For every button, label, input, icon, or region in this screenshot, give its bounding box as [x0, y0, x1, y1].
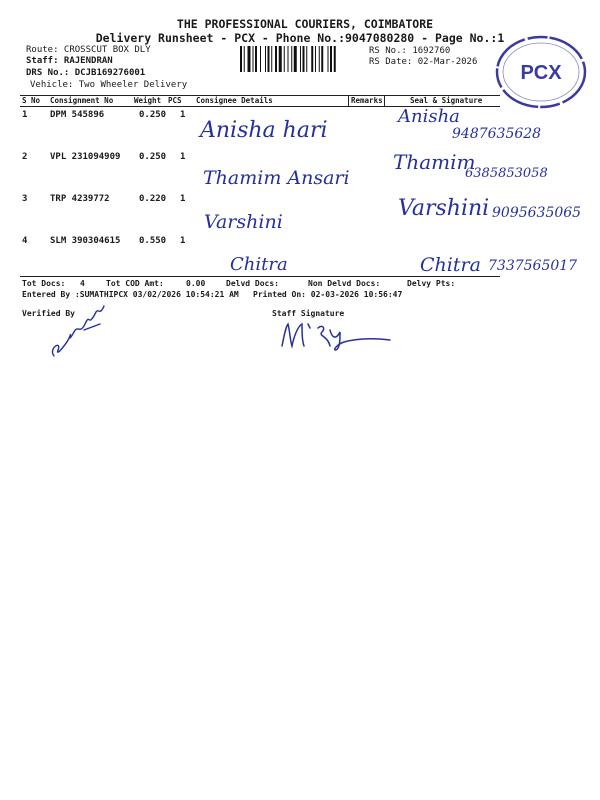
entered-by: Entered By :SUMATHIPCX 03/02/2026 10:54:21 AM	[22, 290, 239, 299]
handwritten-seal-name: Chitra	[420, 254, 481, 276]
handwritten-consignee-name: Varshini	[204, 211, 283, 233]
company-title: THE PROFESSIONAL COURIERS, COIMBATORE	[176, 17, 434, 31]
tot-cod-value: 0.00	[186, 279, 206, 288]
verified-by-label: Verified By	[22, 309, 75, 318]
handwritten-consignee-name: Anisha hari	[200, 118, 328, 143]
tot-docs-value: 4	[80, 279, 85, 288]
vehicle-label: Vehicle: Two Wheeler Delivery	[30, 80, 188, 90]
row-weight: 0.220	[139, 194, 167, 204]
col-header-seal: Seal & Signature	[410, 96, 483, 105]
staff-signature	[278, 318, 398, 352]
row-pcs: 1	[180, 110, 186, 120]
pcx-stamp-seal	[494, 34, 588, 110]
handwritten-consignee-name: Chitra	[230, 254, 288, 275]
handwritten-seal-name: Anisha	[398, 106, 460, 127]
row-consignment-no: DPM 545896	[50, 110, 105, 120]
handwritten-consignee-name: Thamim Ansari	[203, 167, 350, 189]
col-header-pcs: PCS	[168, 96, 182, 105]
handwritten-seal-phone: 7337565017	[488, 258, 578, 274]
staff-label: Staff: RAJENDRAN	[26, 56, 113, 66]
tot-cod-label: Tot COD Amt:	[106, 279, 164, 288]
handwritten-seal-name: Varshini	[398, 196, 490, 221]
row-consignment-no: TRP 4239772	[50, 194, 110, 204]
rs-date: RS Date: 02-Mar-2026	[369, 57, 478, 67]
row-consignment-no: SLM 390304615	[50, 236, 121, 246]
remarks-column-divider	[348, 96, 349, 106]
col-header-consignee: Consignee Details	[196, 96, 273, 105]
handwritten-seal-phone: 6385853058	[465, 166, 548, 181]
handwritten-seal-phone: 9095635065	[492, 205, 582, 221]
stamp-text: PCX	[520, 62, 562, 84]
row-sno: 2	[22, 152, 28, 162]
delvd-docs-label: Delvd Docs:	[226, 279, 279, 288]
row-pcs: 1	[180, 152, 186, 162]
seal-column-divider	[384, 96, 385, 106]
col-header-sno: S No	[22, 96, 41, 105]
row-sno: 3	[22, 194, 28, 204]
runsheet-subtitle: Delivery Runsheet - PCX - Phone No.:9047080280 - Page No.:1	[95, 31, 505, 45]
staff-signature-label: Staff Signature	[272, 309, 345, 318]
row-sno: 1	[22, 110, 28, 120]
barcode-image	[240, 46, 364, 72]
handwritten-seal-name: Thamim	[393, 150, 476, 174]
route-label: Route: CROSSCUT BOX DLY	[26, 45, 151, 55]
row-consignment-no: VPL 231094909	[50, 152, 121, 162]
verified-by-signature	[40, 302, 120, 362]
row-pcs: 1	[180, 194, 186, 204]
row-weight: 0.250	[139, 152, 167, 162]
col-header-remarks: Remarks	[351, 96, 383, 105]
col-header-weight: Weight	[134, 96, 162, 105]
row-weight: 0.550	[139, 236, 167, 246]
row-weight: 0.250	[139, 110, 167, 120]
row-pcs: 1	[180, 236, 186, 246]
row-sno: 4	[22, 236, 28, 246]
col-header-consignment: Consignment No	[50, 96, 114, 105]
delvy-pts-label: Delvy Pts:	[407, 279, 456, 288]
rs-number: RS No.: 1692760	[369, 46, 451, 56]
handwritten-seal-phone: 9487635628	[452, 126, 542, 142]
non-delvd-docs-label: Non Delvd Docs:	[308, 279, 381, 288]
tot-docs-label: Tot Docs:	[22, 279, 66, 288]
printed-on: Printed On: 02-03-2026 10:56:47	[253, 290, 403, 299]
drs-number: DRS No.: DCJB169276001	[26, 68, 146, 78]
totals-rule	[20, 276, 500, 277]
